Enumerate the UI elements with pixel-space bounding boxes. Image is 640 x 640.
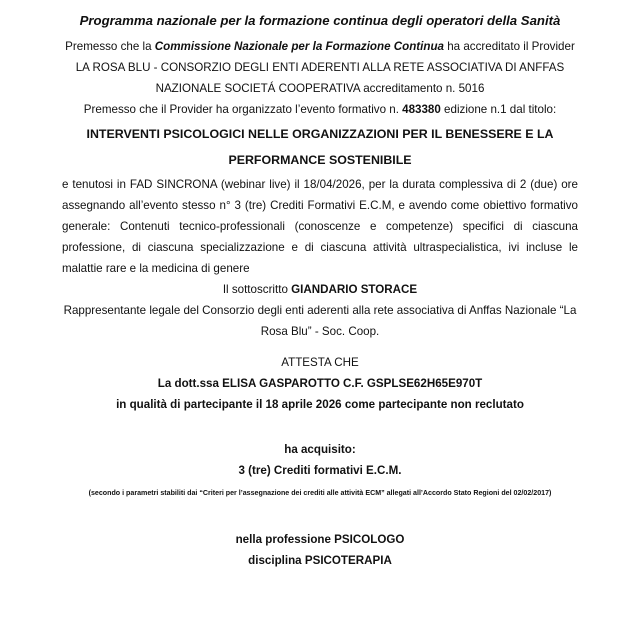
profession-line: nella professione PSICOLOGO <box>235 533 405 547</box>
event-title: INTERVENTI PSICOLOGICI NELLE ORGANIZZAZIONI PER IL BENESSERE E LA PERFORMANCE SOSTENIBILE <box>86 127 554 167</box>
representative-text: Rappresentante legale del Consorzio degli enti aderenti alla rete associativa di Anffas Nazionale “La Rosa Blu” - Soc. Coop. <box>63 304 577 338</box>
participation-line: in qualità di partecipante il 18 aprile 2026 come partecipante non reclutato <box>116 398 524 411</box>
event-description: e tenutosi in FAD SINCRONA (webinar live) il 18/04/2026, per la durata complessiva di 2 (due) ore assegnando all’evento stesso n° 3 (tre) Crediti Formativi E.C.M, e avendo come obiettivo formativo generale: Contenuti tecnico-professionali (conoscenze e competenze) specifici di ciascuna professione, di ciascuna specializzazione e di ciascuna attività ultraspecialistica, ivi incluse le malattie rare e la medicina di genere <box>62 178 578 275</box>
commission-name: Commissione Nazionale per la Formazione Continua <box>154 40 444 53</box>
signatory-name: GIANDARIO STORACE <box>291 283 418 296</box>
certificate-body <box>62 10 578 571</box>
premise-provider-text: ha accreditato il Provider LA ROSA BLU - CONSORZIO DEGLI ENTI ADERENTI ALLA RETE ASSOCIATIVA DI ANFFAS NAZIONALE SOCIETÁ COOPERATIVA accreditamento n. 5016 <box>75 40 575 95</box>
premise-commission-prefix: Premesso che la <box>65 40 155 53</box>
program-heading: Programma nazionale per la formazione continua degli operatori della Sanità <box>79 13 561 28</box>
spacer <box>62 415 578 439</box>
signatory-prefix: Il sottoscritto <box>222 283 292 296</box>
acquired-label: ha acquisito: <box>284 443 356 456</box>
premise-event-suffix: edizione n.1 dal titolo: <box>440 103 557 116</box>
spacer <box>62 342 578 352</box>
credits-line: 3 (tre) Crediti formativi E.C.M. <box>238 464 402 477</box>
attests-heading: ATTESTA CHE <box>281 356 359 369</box>
premise-commission-paragraph <box>62 36 578 99</box>
spacer <box>62 505 578 529</box>
premise-event-prefix: Premesso che il Provider ha organizzato l’evento formativo n. <box>83 103 403 116</box>
event-number: 483380 <box>402 103 441 116</box>
discipline-line: disciplina PSICOTERAPIA <box>248 554 392 568</box>
signatory-line <box>62 279 578 300</box>
criteria-note: (secondo i parametri stabiliti dai “Criteri per l’assegnazione dei crediti alle attività ECM” allegati all’Accordo Stato Regioni del 02/02/2017) <box>88 489 552 498</box>
participant-line: La dott.ssa ELISA GASPAROTTO C.F. GSPLSE62H65E970T <box>157 377 483 390</box>
premise-event-paragraph <box>62 99 578 120</box>
